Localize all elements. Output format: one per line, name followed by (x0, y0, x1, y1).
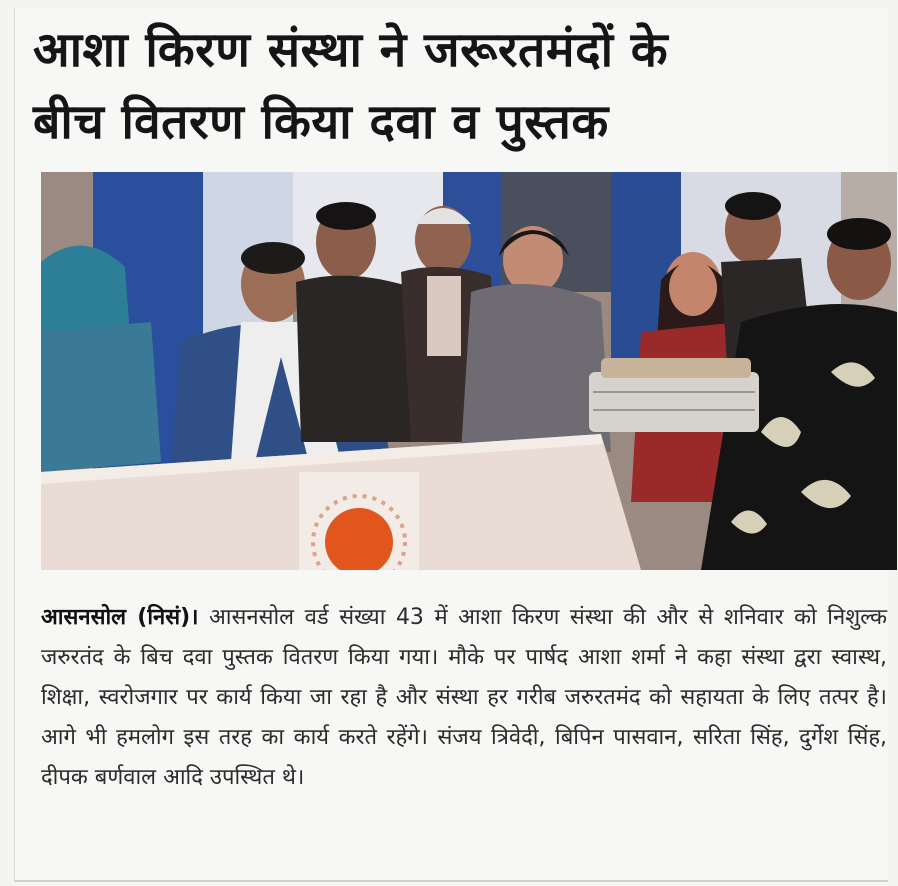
clipping-bottom-rule (15, 880, 888, 882)
person-2-hair (241, 242, 305, 274)
article-body-text: आसनसोल वर्ड संख्या 43 में आशा किरण संस्था की और से शनिवार को निशुल्क जरुरतंद के बिच दवा पुस्तक वितरण किया गया। मौके पर पार्षद आशा शर्मा ने कहा संस्था द्वरा स्वास्थ, शिक्षा, स्वरोजगार पर कार्य किया जा रहा है और संस्था हर गरीब जरुरतमंद को सहायता के लिए तत्पर है। आगे भी हमलोग इस तरह का कार्य करते रहेंगे। संजय त्रिवेदी, बिपिन पासवान, सरिता सिंह, दुर्गेश सिंह, दीपक बर्णवाल आदि उपस्थित थे। (41, 605, 887, 790)
person-8-hair (827, 218, 891, 250)
dateline: आसनसोल (निसं)। (41, 605, 199, 630)
news-photo (41, 172, 897, 570)
person-3-hair (316, 202, 376, 230)
person-6-head-front (669, 260, 717, 316)
person-4-shirt (427, 276, 461, 356)
person-1-body (41, 322, 161, 472)
person-5-shawl (461, 284, 611, 452)
headline-line-2: बीच वितरण किया दवा व पुस्तक (33, 94, 609, 150)
person-7-hair (725, 192, 781, 220)
article-body (41, 598, 887, 798)
headline-line-1: आशा किरण संस्था ने जरूरतमंदों के (33, 22, 669, 78)
newspaper-clipping (14, 8, 888, 882)
books-stack (589, 372, 759, 432)
books-stack-top (601, 358, 751, 378)
headline (33, 14, 883, 158)
